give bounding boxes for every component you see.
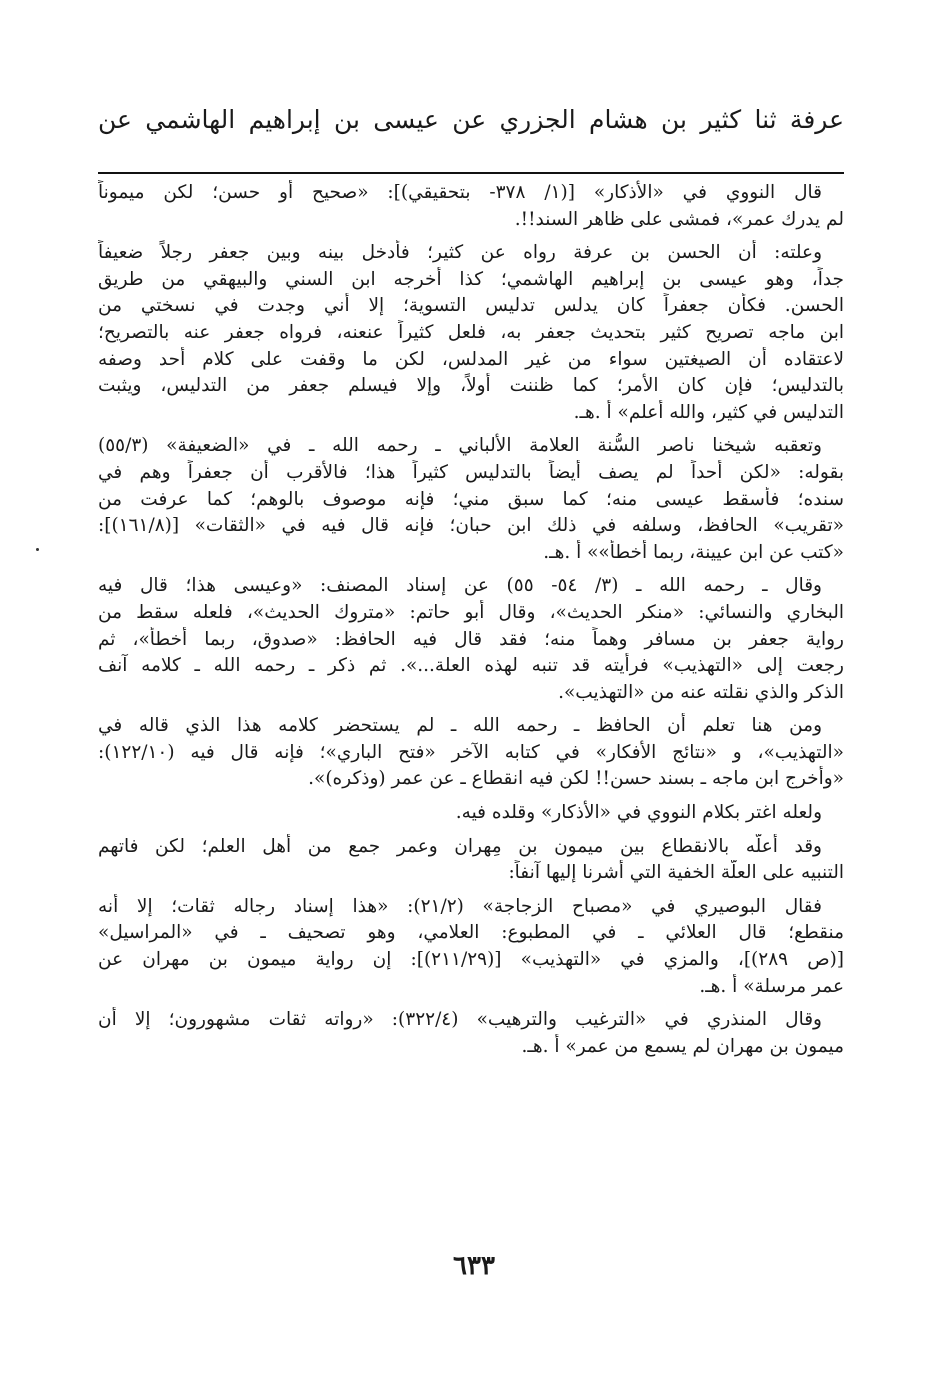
footnotes-block <box>98 180 844 1067</box>
footnote-paragraph-9 <box>98 1007 844 1060</box>
text-line: البخاري والنسائي: «منكر الحديث»، وقال أبو حاتم: «متروك الحديث»، فلعله سقط من <box>98 601 844 623</box>
text-line: التدليس في كثير، والله أعلم» أ .هـ. <box>573 401 844 423</box>
text-line: لاعتقاده أن الصيغتين سواء من غير المدلس، لكن ما وقفت على كلام أحد وصفه <box>98 348 844 370</box>
text-line: وقد أعلَّه بالانقطاع بين ميمون بن مِهران وعمر جمع من أهل العلم؛ لكن فاتهم <box>98 835 822 857</box>
page-number: ٦٣٣ <box>453 1251 495 1281</box>
footnote-paragraph-5 <box>98 713 844 793</box>
text-line: بقوله: «لكن أحداً لم يصف أيضاً بالتدليس كثيراً هذا؛ فالأقرب أن جعفراً وهم في <box>98 461 844 483</box>
text-line: [(ص ٢٨٩)]، والمزي في «التهذيب» [(٢١١/٢٩)]: إن رواية ميمون بن مهران عن <box>98 949 844 971</box>
text-line: منقطع؛ قال العلائي ـ في المطبوع: العلامي، وهو تصحيف ـ في «المراسيل» <box>98 922 844 944</box>
text-line: جداً، وهو عيسى بن إبراهيم الهاشمي؛ كذا أخرجه ابن السني والبيهقي من طريق <box>98 268 844 290</box>
footnote-paragraph-1 <box>98 180 844 233</box>
text-line: وتعقبه شيخنا ناصر السُّنة العلامة الألباني ـ رحمه الله ـ في «الضعيفة» (٥٥/٣) <box>98 435 822 457</box>
footnote-paragraph-3 <box>98 433 844 566</box>
text-line: ولعله اغتر بكلام النووي في «الأذكار» وقلده فيه. <box>455 802 822 824</box>
text-line: الحسن. فكأن جعفراً كان يدلس تدليس التسوية؛ إلا أني وجدت في نسختي من <box>98 295 844 317</box>
footnote-paragraph-7 <box>98 834 844 887</box>
text-line: التنبيه على العلَّة الخفية التي أشرنا إليها آنفاً: <box>508 862 844 884</box>
text-line: رجعت إلى «التهذيب» فرأيته قد تنبه لهذه العلة...». ثم ذكر ـ رحمه الله ـ كلامه آنف <box>98 655 844 677</box>
text-line: رواية جعفر بن مسافر وهماً منه؛ فقد قال فيه الحافظ: «صدوق، ربما أخطأ»، ثم <box>98 628 844 650</box>
scan-speck <box>36 548 39 551</box>
footnote-paragraph-6 <box>98 800 844 827</box>
text-line: «التهذيب»، و «نتائج الأفكار» في كتابه الآخر «فتح الباري»؛ فإنه قال فيه (١٢٢/١٠): <box>98 741 844 763</box>
text-line: الذكر والذي نقلته عنه من «التهذيب». <box>558 681 844 703</box>
text-line: «تقريب» الحافظ، وسلفه في ذلك ابن حبان؛ فإنه قال فيه في «الثقات» [(١٦١/٨)]: <box>98 515 844 537</box>
text-line: ميمون بن مهران لم يسمع من عمر» أ .هـ. <box>521 1035 844 1057</box>
text-line: عمر مرسلة» أ .هـ. <box>699 975 844 997</box>
text-line: ابن ماجه تصريح كثير بتحديث جعفر به، فلعل كثيراً عنعنه، فرواه جعفر عنه بالتصريح؛ <box>98 321 844 343</box>
text-line: فقال البوصيري في «مصباح الزجاجة» (٢١/٢): «هذا إسناد رجاله ثقات؛ إلا أنه <box>98 895 822 917</box>
text-line: ومن هنا تعلم أن الحافظ ـ رحمه الله ـ لم يستحضر كلامه هذا الذي قاله في <box>98 715 822 737</box>
footnote-paragraph-2 <box>98 240 844 426</box>
text-line: وقال ـ رحمه الله ـ (٣/ ٥٤- ٥٥) عن إسناد المصنف: «وعيسى هذا؛ قال فيه <box>98 575 822 597</box>
footnote-paragraph-4 <box>98 573 844 706</box>
text-line: سنده؛ فأسقط عيسى منه؛ كما سبق مني؛ فإنه موصوف بالوهم؛ كما عرفت من <box>98 488 844 510</box>
text-line: بالتدليس؛ فإن كان الأمر؛ كما ظننت أولاً، وإلا فيسلم جعفر من التدليس، ويثبت <box>98 375 844 397</box>
text-line: «كتب عن ابن عيينة، ربما أخطأ»» أ .هـ. <box>543 541 844 563</box>
footnote-paragraph-8 <box>98 894 844 1000</box>
text-line: لم يدرك عمر»، فمشى على ظاهر السند!!. <box>514 208 844 230</box>
text-line: وقال المنذري في «الترغيب والترهيب» (٣٢٢/٤): «رواته ثقات مشهورون؛ إلا أن <box>98 1009 822 1031</box>
footnote-separator-rule <box>98 172 844 174</box>
text-line: قال النووي في «الأذكار» [(١/ ٣٧٨- بتحقيقي)]: «صحيح أو حسن؛ لكن ميموناً <box>98 182 822 203</box>
text-line: «وأخرج ابن ماجه ـ بسند حسن!! لكن فيه انقطاع ـ عن عمر (وذكره)». <box>308 768 844 790</box>
main-text-line: عرفة ثنا كثير بن هشام الجزري عن عيسى بن إبراهيم الهاشمي عن <box>98 105 844 134</box>
text-line: وعلته: أن الحسن بن عرفة رواه عن كثير؛ فأدخل بينه وبين جعفر رجلاً ضعيفاً <box>98 242 822 264</box>
